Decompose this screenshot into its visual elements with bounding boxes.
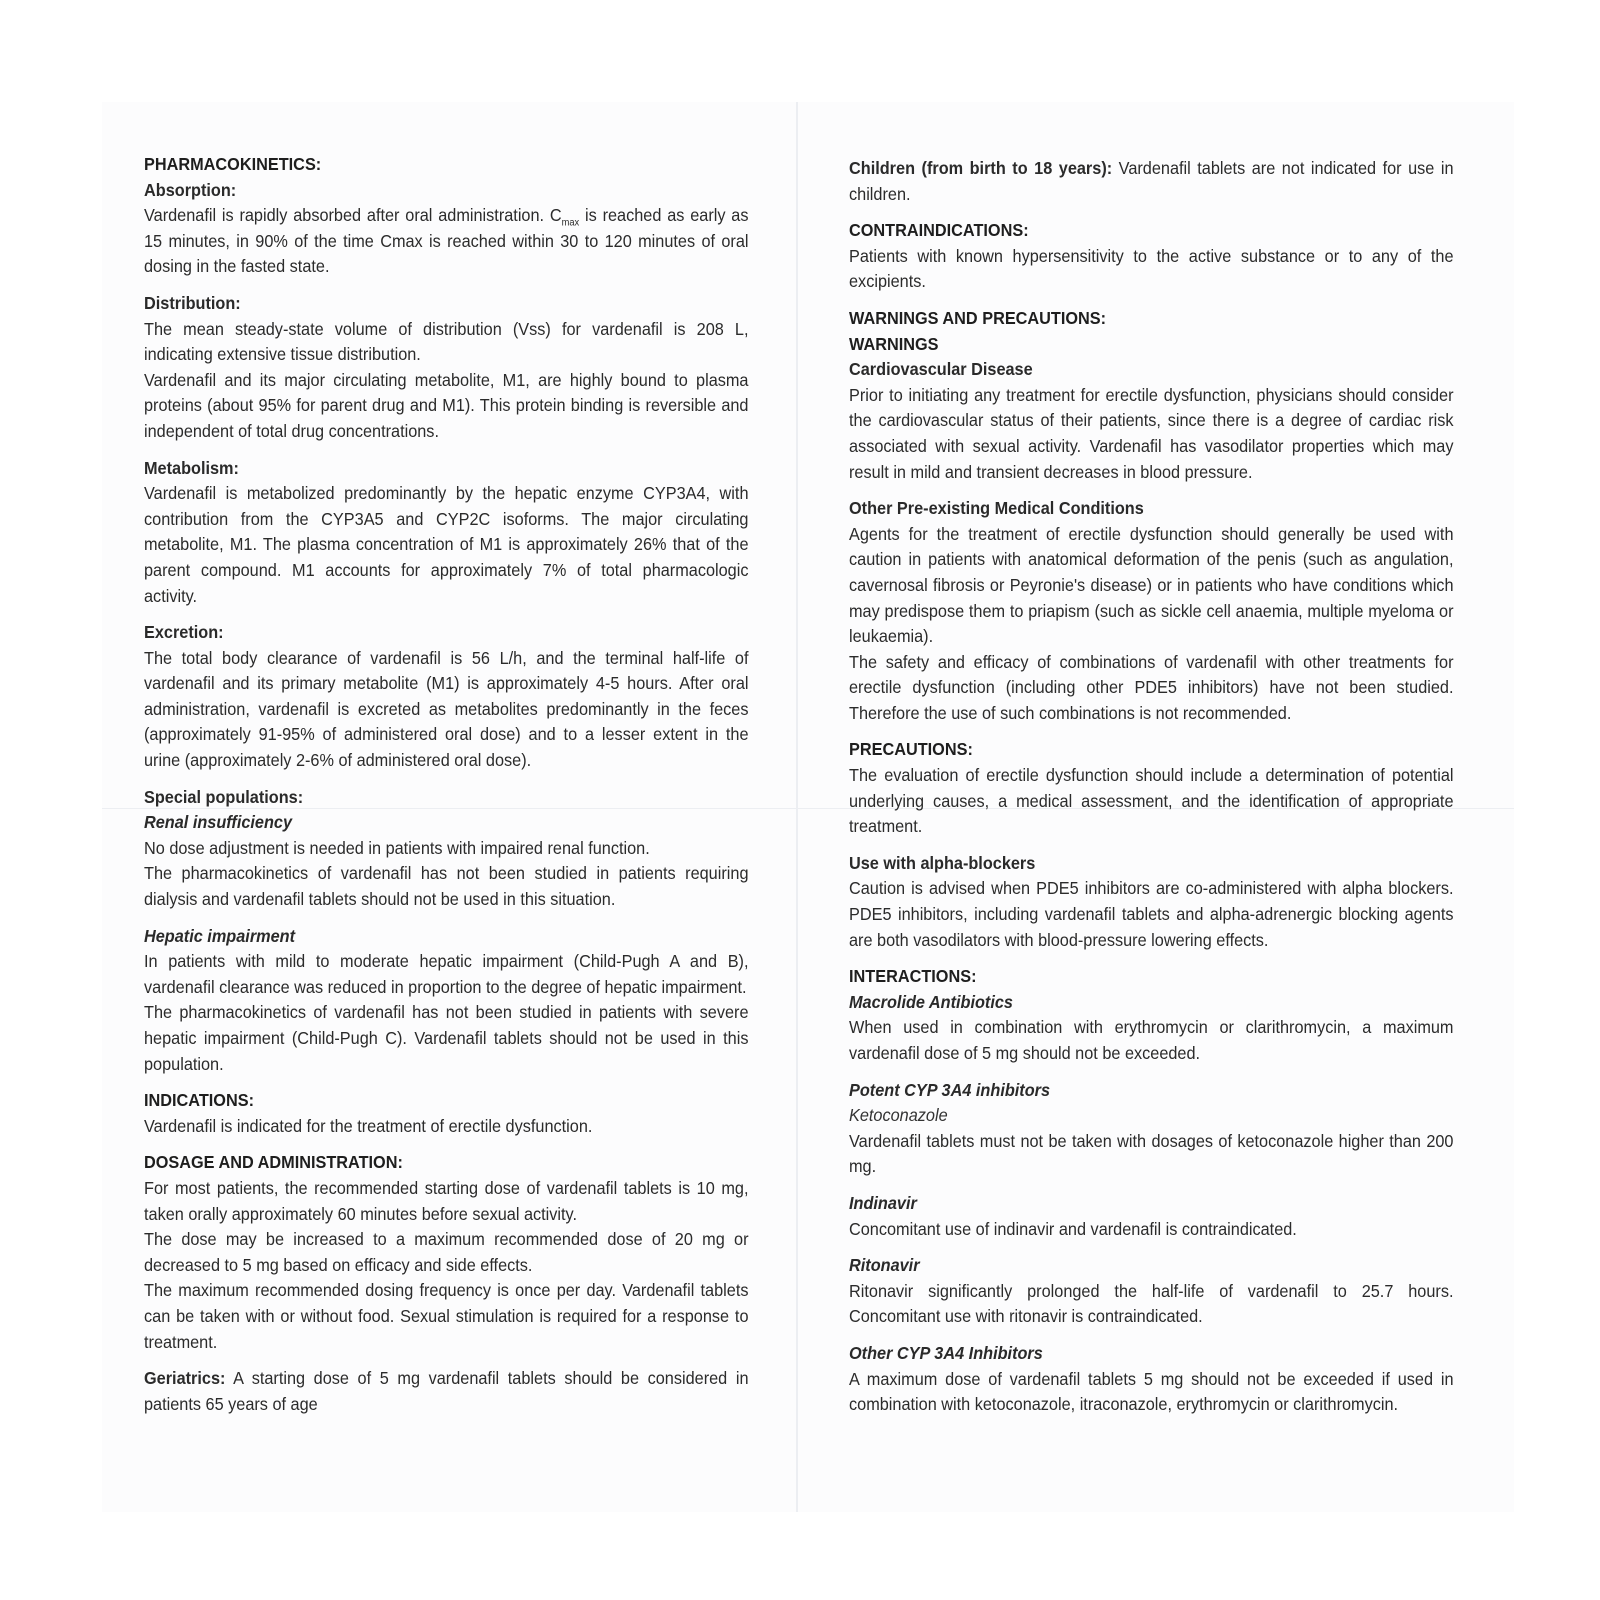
interactions-heading: INTERACTIONS:	[849, 966, 977, 987]
children-body: Vardenafil tablets are not indicated for use in children.	[849, 158, 1454, 204]
ritonavir-heading: Ritonavir	[849, 1255, 920, 1276]
children-label: Children (from birth to 18 years):	[849, 158, 1113, 178]
dosage-heading: DOSAGE AND ADMINISTRATION:	[144, 1152, 403, 1173]
macrolide-heading: Macrolide Antibiotics	[849, 991, 1013, 1012]
renal-text-1: No dose adjustment is needed in patients with impaired renal function.	[144, 837, 650, 858]
ketoconazole-text: Vardenafil tablets must not be taken with dosages of ketoconazole higher than 200 mg.	[849, 1130, 1454, 1177]
macrolide-text: When used in combination with erythromycin or clarithromycin, a maximum vardenafil dose of 5 mg should not be exceeded.	[849, 1017, 1454, 1063]
absorption-heading: Absorption:	[144, 179, 237, 200]
hepatic-text-2: The pharmacokinetics of vardenafil has not been studied in patients with severe hepatic impairment (Child-Pugh C). Vardenafil tablets should not be used in this population.	[144, 1002, 749, 1074]
ketoconazole-heading: Ketoconazole	[849, 1105, 948, 1126]
distribution-heading: Distribution:	[144, 292, 241, 313]
other-conditions-text-1: Agents for the treatment of erectile dysfunction should generally be used with caution in patients with anatomical deformation of the penis (such as angulation, cavernosal fibrosis or Peyronie's disease) or in patients who have conditions which may predispose them to priapism (such as sickle cell anaemia, multiple myeloma or leukaemia).	[849, 523, 1454, 647]
cmax-subscript: max	[561, 217, 580, 229]
dosage-text-2: The dose may be increased to a maximum recommended dose of 20 mg or decreased to 5 mg based on efficacy and side effects.	[144, 1229, 749, 1275]
renal-text-2: The pharmacokinetics of vardenafil has not been studied in patients requiring dialysis and vardenafil tablets should not be used in this situation.	[144, 863, 749, 910]
absorption-text-post: is reached as early as 15 minutes, in 90% of the time Cmax is reached within 30 to 120 minutes of oral dosing in the fasted state.	[144, 205, 749, 277]
hepatic-heading: Hepatic impairment	[144, 925, 296, 946]
absorption-text-pre: Vardenafil is rapidly absorbed after oral administration. C	[144, 205, 562, 226]
metabolism-heading: Metabolism:	[144, 457, 239, 478]
indications-heading: INDICATIONS:	[144, 1090, 255, 1111]
alpha-blockers-heading: Use with alpha-blockers	[849, 852, 1036, 873]
dosage-text-3: The maximum recommended dosing frequency is once per day. Vardenafil tablets can be taken with or without food. Sexual stimulation is required for a response to treatment.	[144, 1280, 749, 1352]
geriatrics-label: Geriatrics:	[144, 1368, 226, 1389]
right-column	[849, 156, 1454, 1418]
other-cyp-heading: Other CYP 3A4 Inhibitors	[849, 1342, 1043, 1363]
ritonavir-text: Ritonavir significantly prolonged the half-life of vardenafil to 25.7 hours. Concomitant use with ritonavir is contraindicated.	[849, 1280, 1454, 1327]
cardiovascular-text: Prior to initiating any treatment for erectile dysfunction, physicians should consider the cardiovascular status of their patients, since there is a degree of cardiac risk associated with sexual activity. Vardenafil has vasodilator properties which may result in mild and transient decreases in blood pressure.	[849, 384, 1454, 482]
dosage-text-1: For most patients, the recommended starting dose of vardenafil tablets is 10 mg, taken orally approximately 60 minutes before sexual activity.	[144, 1177, 749, 1224]
special-populations-heading: Special populations:	[144, 786, 304, 807]
contraindications-heading: CONTRAINDICATIONS:	[849, 220, 1029, 241]
indications-text: Vardenafil is indicated for the treatment of erectile dysfunction.	[144, 1115, 593, 1136]
excretion-text: The total body clearance of vardenafil is 56 L/h, and the terminal half-life of vardenafil and its primary metabolite (M1) is approximately 4-5 hours. After oral administration, vardenafil is excreted as metabolites predominantly in the feces (approximately 91-95% of administered oral dose) and to a lesser extent in the urine (approximately 2-6% of administered oral dose).	[144, 647, 749, 771]
geriatrics-body: A starting dose of 5 mg vardenafil tablets should be considered in patients 65 years of age	[144, 1368, 749, 1414]
absorption-text	[144, 203, 749, 280]
hepatic-text-1: In patients with mild to moderate hepatic impairment (Child-Pugh A and B), vardenafil clearance was reduced in proportion to the degree of hepatic impairment.	[144, 951, 749, 997]
renal-heading: Renal insufficiency	[144, 812, 293, 833]
precautions-heading: PRECAUTIONS:	[849, 739, 973, 760]
geriatrics-text	[144, 1366, 749, 1417]
fold-line-vertical	[796, 102, 798, 1512]
contraindications-text: Patients with known hypersensitivity to the active substance or to any of the excipients.	[849, 245, 1454, 292]
children-text	[849, 156, 1454, 207]
pharmacokinetics-heading: PHARMACOKINETICS:	[144, 154, 322, 174]
distribution-text-2: Vardenafil and its major circulating metabolite, M1, are highly bound to plasma proteins (about 95% for parent drug and M1). This protein binding is reversible and independent of total drug concentrations.	[144, 369, 749, 441]
warnings-subheading: WARNINGS	[849, 333, 939, 354]
distribution-text-1: The mean steady-state volume of distribution (Vss) for vardenafil is 208 L, indicating extensive tissue distribution.	[144, 318, 749, 365]
potent-cyp-heading: Potent CYP 3A4 inhibitors	[849, 1079, 1051, 1100]
other-conditions-heading: Other Pre-existing Medical Conditions	[849, 498, 1144, 519]
warnings-precautions-heading: WARNINGS AND PRECAUTIONS:	[849, 307, 1107, 328]
indinavir-text: Concomitant use of indinavir and vardenafil is contraindicated.	[849, 1218, 1297, 1239]
indinavir-heading: Indinavir	[849, 1192, 917, 1213]
left-column	[144, 152, 749, 1417]
other-cyp-text: A maximum dose of vardenafil tablets 5 mg should not be exceeded if used in combination with ketoconazole, itraconazole, erythromycin or clarithromycin.	[849, 1368, 1454, 1415]
other-conditions-text-2: The safety and efficacy of combinations of vardenafil with other treatments for erectile dysfunction (including other PDE5 inhibitors) have not been studied. Therefore the use of such combinations is not recommended.	[849, 651, 1454, 723]
precautions-text: The evaluation of erectile dysfunction should include a determination of potential underlying causes, a medical assessment, and the identification of appropriate treatment.	[849, 765, 1454, 837]
cardiovascular-heading: Cardiovascular Disease	[849, 359, 1033, 380]
metabolism-text: Vardenafil is metabolized predominantly by the hepatic enzyme CYP3A4, with contribution from the CYP3A5 and CYP2C isoforms. The major circulating metabolite, M1. The plasma concentration of M1 is approximately 26% that of the parent compound. M1 accounts for approximately 7% of total pharmacologic activity.	[144, 483, 749, 606]
alpha-blockers-text: Caution is advised when PDE5 inhibitors are co-administered with alpha blockers. PDE5 inhibitors, including vardenafil tablets and alpha-adrenergic blocking agents are both vasodilators with blood-pressure lowering effects.	[849, 878, 1454, 950]
excretion-heading: Excretion:	[144, 622, 224, 643]
